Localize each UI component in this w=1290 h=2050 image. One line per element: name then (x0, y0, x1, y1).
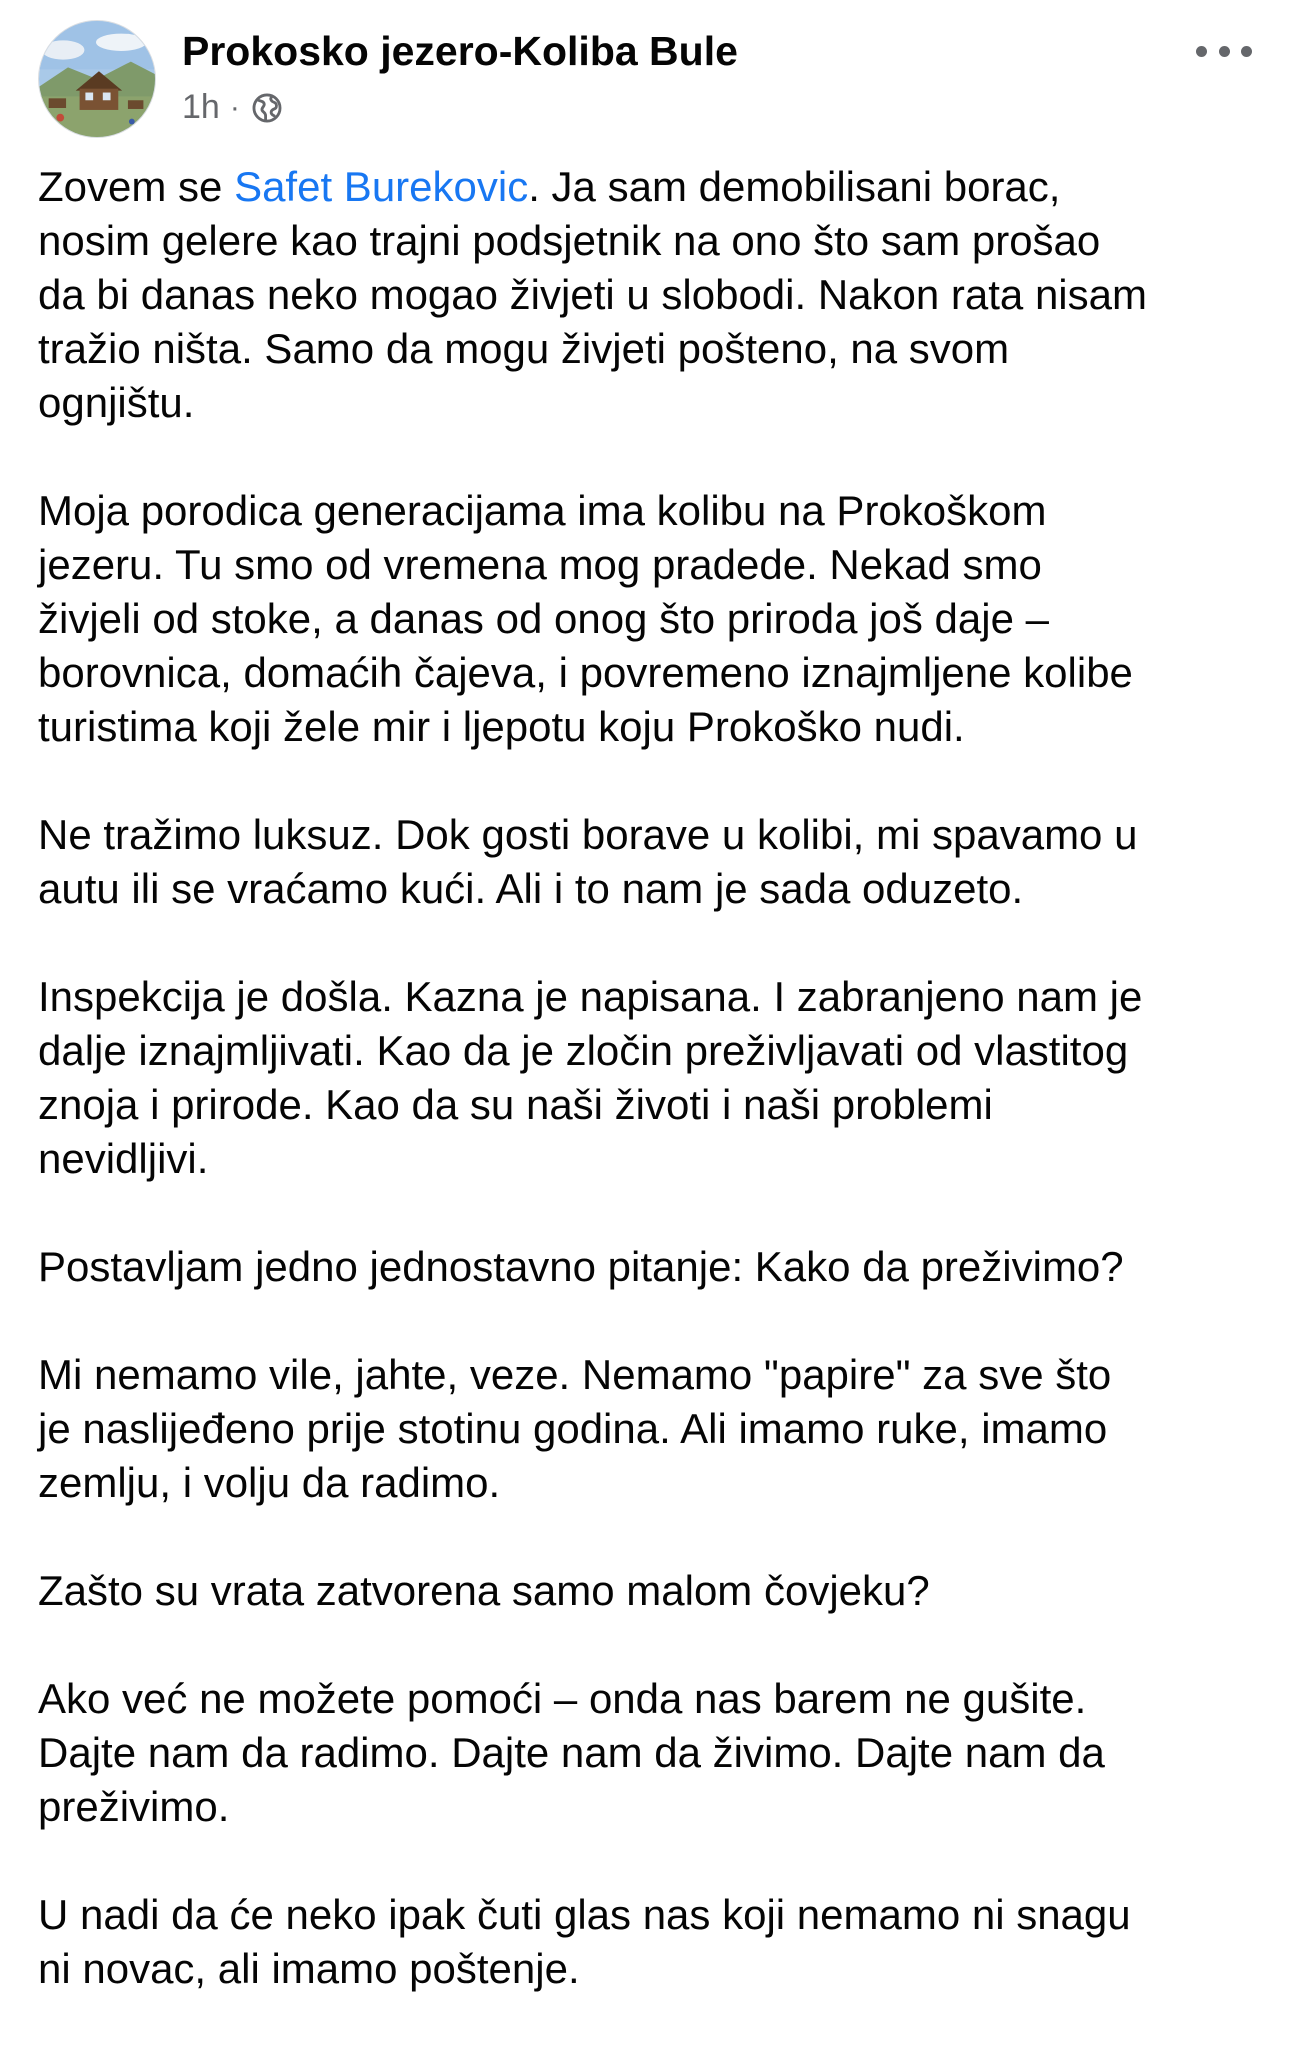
post-paragraph (38, 1240, 1263, 1294)
post-meta (182, 88, 284, 127)
meta-separator: · (229, 90, 240, 124)
post-header (0, 0, 1290, 150)
post-paragraph (38, 970, 1263, 1186)
post-text-line (38, 160, 1263, 214)
text-before-mention: Zovem se (38, 163, 235, 210)
cabin-photo-avatar (39, 21, 155, 137)
post-text-line: Dajte nam da radimo. Dajte nam da živimo. Dajte nam da (38, 1729, 1105, 1776)
post-text-line: ognjištu. (38, 379, 195, 426)
post-text-line: U nadi da će neko ipak čuti glas nas koji nemamo ni snagu (38, 1891, 1131, 1938)
post-text-line: je naslijeđeno prije stotinu godina. Ali imamo ruke, imamo (38, 1405, 1108, 1452)
more-options-button[interactable] (1196, 36, 1252, 66)
post-paragraph (38, 1564, 1263, 1618)
post-text (38, 160, 1263, 2050)
post-text-line: jezeru. Tu smo od vremena mog pradede. Nekad smo (38, 541, 1042, 588)
post-text-line: Ne tražimo luksuz. Dok gosti borave u kolibi, mi spavamo u (38, 811, 1138, 858)
post-text-line: Zašto su vrata zatvorena samo malom čovjeku? (38, 1567, 930, 1614)
globe-icon[interactable] (250, 91, 284, 125)
post-text-line: da bi danas neko mogao živjeti u slobodi. Nakon rata nisam (38, 271, 1147, 318)
post-text-line: turistima koji žele mir i ljepotu koju Prokoško nudi. (38, 703, 965, 750)
post-text-line: Moja porodica generacijama ima kolibu na Prokoškom (38, 487, 1047, 534)
post-text-line: nosim gelere kao trajni podsjetnik na ono što sam prošao (38, 217, 1101, 264)
post-text-line: Postavljam jedno jednostavno pitanje: Kako da preživimo? (38, 1243, 1124, 1290)
post-text-line: živjeli od stoke, a danas od onog što priroda još daje – (38, 595, 1049, 642)
post-text-line: ni novac, ali imamo poštenje. (38, 1945, 580, 1992)
post-text-line: nevidljivi. (38, 1135, 209, 1182)
post-time[interactable]: 1h (182, 88, 220, 126)
more-horizontal-icon (1241, 46, 1252, 57)
post-paragraph (38, 1348, 1263, 1510)
post-paragraph (38, 484, 1263, 754)
post-text-line: tražio ništa. Samo da mogu živjeti pošteno, na svom (38, 325, 1010, 372)
author-name[interactable]: Prokosko jezero-Koliba Bule (182, 28, 738, 74)
post-text-line: borovnica, domaćih čajeva, i povremeno iznajmljene kolibe (38, 649, 1133, 696)
post-text-line: preživimo. (38, 1783, 230, 1830)
more-horizontal-icon (1219, 46, 1230, 57)
post-text-line: Ako već ne možete pomoći – onda nas barem ne gušite. (38, 1675, 1087, 1722)
post-text-line: dalje iznajmljivati. Kao da je zločin preživljavati od vlastitog (38, 1027, 1129, 1074)
more-horizontal-icon (1196, 46, 1207, 57)
post-text-line: autu ili se vraćamo kući. Ali i to nam je sada oduzeto. (38, 865, 1024, 912)
post-paragraph (38, 808, 1263, 916)
post-text-line: zemlju, i volju da radimo. (38, 1459, 501, 1506)
post-paragraph (38, 1672, 1263, 1834)
post-paragraph (38, 1888, 1263, 1996)
mention-link[interactable]: Safet Burekovic (234, 163, 529, 210)
post-text-line: Inspekcija je došla. Kazna je napisana. I zabranjeno nam je (38, 973, 1143, 1020)
page-avatar[interactable] (38, 20, 156, 138)
post-text-line: Mi nemamo vile, jahte, veze. Nemamo "papire" za sve što (38, 1351, 1112, 1398)
text-after-mention: . Ja sam demobilisani borac, (528, 163, 1061, 210)
post-paragraphs (38, 484, 1263, 1996)
post-paragraph (38, 160, 1263, 430)
post-text-line: znoja i prirode. Kao da su naši životi i naši problemi (38, 1081, 993, 1128)
